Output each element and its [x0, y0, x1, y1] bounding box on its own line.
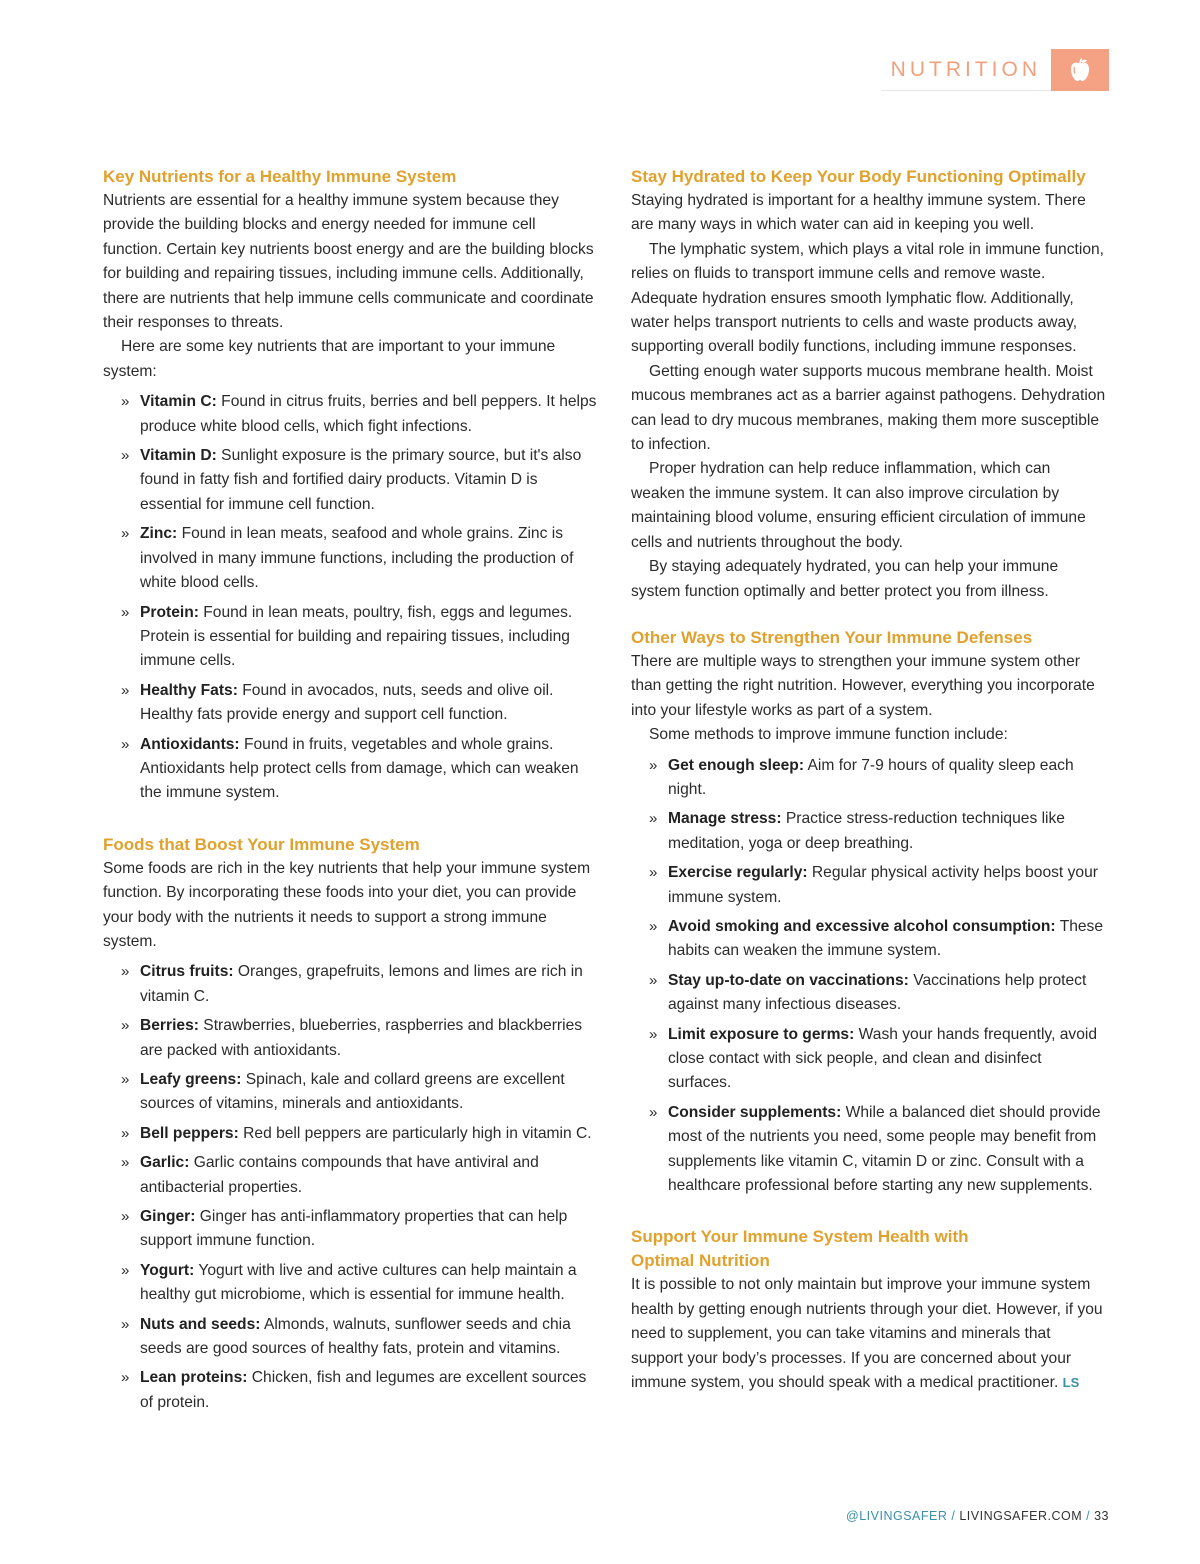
paragraph: There are multiple ways to strengthen your immune system other than getting the right nutrition. However, everything you incorporate into your lifestyle works as part of a system.: [631, 652, 1095, 719]
bullet-mark: »: [121, 393, 130, 411]
list-item: [631, 754, 1106, 803]
list-item-term: Bell peppers:: [140, 1124, 239, 1142]
list-item: [103, 1068, 598, 1117]
bullet-mark: »: [121, 681, 130, 699]
list-item: [103, 1259, 598, 1308]
list-item-term: Garlic:: [140, 1154, 190, 1172]
nutrients-list: [103, 390, 598, 806]
list-item-term: Healthy Fats:: [140, 681, 238, 699]
heading-hydration: Stay Hydrated to Keep Your Body Functioning Optimally: [631, 167, 1086, 186]
end-mark-logo: LS: [1062, 1375, 1080, 1391]
list-item-text: These habits can weaken the immune system.: [668, 917, 1104, 960]
list-item: [631, 915, 1106, 964]
bullet-mark: »: [121, 1369, 130, 1387]
list-item-text: Found in citrus fruits, berries and bell peppers. It helps produce white blood cells, which fight infections.: [140, 393, 597, 435]
list-item: [103, 522, 598, 595]
heading-key-nutrients: Key Nutrients for a Healthy Immune System: [103, 167, 457, 186]
footer-separator: /: [1086, 1509, 1091, 1523]
list-item: [103, 1366, 598, 1415]
list-item-text: Regular physical activity helps boost your immune system.: [668, 864, 1098, 906]
heading-foods: Foods that Boost Your Immune System: [103, 834, 420, 854]
list-item-text: Oranges, grapefruits, lemons and limes are rich in vitamin C.: [140, 963, 583, 1005]
list-item-term: Yogurt:: [140, 1261, 195, 1279]
paragraph-text: It is possible to not only maintain but improve your immune system health by getting enough nutrients through your diet. However, if you need to supplement, you can take vitamins and minerals that support your body’s processes. If you are concerned about your immune system, you should speak with a medical practitioner.: [631, 1276, 1103, 1392]
footer-site: LIVINGSAFER.COM: [959, 1509, 1083, 1523]
footer-separator: /: [951, 1509, 956, 1523]
list-item-term: Zinc:: [140, 525, 178, 543]
list-item-term: Vitamin C:: [140, 393, 217, 411]
left-column: [103, 165, 598, 1420]
list-item-text: Found in lean meats, seafood and whole grains. Zinc is involved in many immune functions, including the production of white blood cells.: [140, 525, 574, 592]
list-item: [631, 861, 1106, 910]
paragraph: [631, 1273, 1106, 1395]
list-item-term: Vitamin D:: [140, 447, 217, 465]
bullet-mark: »: [649, 864, 658, 882]
list-item-text: Found in fruits, vegetables and whole grains. Antioxidants help protect cells from damage, which can weaken the immune system.: [140, 735, 579, 802]
list-item-text: Sunlight exposure is the primary source, but it's also found in fatty fish and fortified dairy products. Vitamin D is essential for immune cell function.: [140, 447, 582, 513]
paragraph: Some methods to improve immune function include:: [649, 726, 1008, 744]
list-item-text: Red bell peppers are particularly high in vitamin C.: [243, 1124, 592, 1142]
apple-icon: [1068, 57, 1092, 83]
bullet-mark: »: [649, 756, 658, 774]
bullet-mark: »: [121, 447, 130, 465]
right-column: [631, 165, 1106, 1395]
list-item-term: Stay up-to-date on vaccinations:: [668, 971, 909, 989]
list-item-term: Berries:: [140, 1017, 199, 1035]
paragraph: By staying adequately hydrated, you can help your immune system function optimally and better protect you from illness.: [631, 558, 1059, 600]
section-label: NUTRITION: [881, 49, 1051, 91]
list-item-text: Garlic contains compounds that have antiviral and antibacterial properties.: [140, 1154, 539, 1196]
list-item-term: Nuts and seeds:: [140, 1315, 261, 1333]
list-item-term: Ginger:: [140, 1208, 196, 1226]
list-item: [103, 679, 598, 728]
bullet-mark: »: [121, 1124, 130, 1142]
heading-line: Support Your Immune System Health with: [631, 1227, 969, 1247]
paragraph: Staying hydrated is important for a healthy immune system. There are many ways in which water can aid in keeping you well.: [631, 192, 1086, 234]
page-number: 33: [1094, 1509, 1109, 1523]
bullet-mark: »: [121, 1315, 130, 1333]
list-item-term: Protein:: [140, 603, 199, 621]
section-badge: [1051, 49, 1109, 91]
foods-list: [103, 960, 598, 1415]
paragraph: The lymphatic system, which plays a vital role in immune function, relies on fluids to transport immune cells and remove waste. Adequate hydration ensures smooth lymphatic flow. Additionally, water helps transport nutrients to cells and waste products away, supporting overall bodily functions, including immune responses.: [631, 240, 1104, 356]
list-item: [631, 969, 1106, 1018]
list-item-text: Found in avocados, nuts, seeds and olive oil. Healthy fats provide energy and support cell function.: [140, 681, 554, 724]
list-item: [103, 1014, 598, 1063]
heading-line: Optimal Nutrition: [631, 1251, 770, 1271]
bullet-mark: »: [121, 603, 130, 621]
list-item: [631, 1023, 1106, 1096]
bullet-mark: »: [121, 1154, 130, 1172]
paragraph: Here are some key nutrients that are important to your immune system:: [103, 338, 556, 380]
bullet-mark: »: [121, 735, 130, 753]
list-item: [103, 1122, 598, 1146]
list-item-term: Limit exposure to germs:: [668, 1025, 855, 1043]
paragraph: Nutrients are essential for a healthy immune system because they provide the building blocks and energy needed for immune cell function. Certain key nutrients boost energy and are the building blocks for building and repairing tissues, including immune cells. Additionally, there are nutrients that help immune cells communicate and coordinate their responses to threats.: [103, 192, 594, 332]
list-item: [103, 601, 598, 674]
list-item-term: Antioxidants:: [140, 735, 240, 753]
list-item-term: Citrus fruits:: [140, 963, 234, 981]
bullet-mark: »: [121, 525, 130, 543]
list-item-text: Aim for 7-9 hours of quality sleep each night.: [668, 756, 1074, 798]
list-item: [103, 1205, 598, 1254]
list-item: [103, 444, 598, 517]
methods-list: [631, 754, 1106, 1199]
list-item: [103, 1151, 598, 1200]
list-item-text: Spinach, kale and collard greens are excellent sources of vitamins, minerals and antioxidants.: [140, 1071, 565, 1113]
bullet-mark: »: [649, 1025, 658, 1043]
list-item-term: Get enough sleep:: [668, 756, 805, 774]
paragraph: Getting enough water supports mucous membrane health. Moist mucous membranes act as a barrier against pathogens. Dehydration can lead to dry mucous membranes, making them more susceptible to infection.: [631, 362, 1106, 454]
list-item-text: Found in lean meats, poultry, fish, eggs and legumes. Protein is essential for building and repairing tissues, including immune cells.: [140, 603, 573, 670]
list-item-term: Lean proteins:: [140, 1369, 248, 1387]
page-footer: [846, 1509, 1109, 1523]
list-item-term: Leafy greens:: [140, 1071, 242, 1088]
list-item: [103, 733, 598, 806]
list-item: [103, 390, 598, 439]
bullet-mark: »: [121, 963, 130, 981]
paragraph: Some foods are rich in the key nutrients that help your immune system function. By incorporating these foods into your diet, you can provide your body with the nutrients it needs to support a strong immune system.: [103, 859, 591, 950]
bullet-mark: »: [649, 810, 658, 828]
bullet-mark: »: [121, 1208, 130, 1226]
paragraph: Proper hydration can help reduce inflammation, which can weaken the immune system. It can also improve circulation by maintaining blood volume, ensuring efficient circulation of immune cells and nutrients throughout the body.: [631, 460, 1086, 551]
list-item-text: Practice stress-reduction techniques like meditation, yoga or deep breathing.: [668, 810, 1065, 852]
list-item-text: Chicken, fish and legumes are excellent sources of protein.: [140, 1369, 587, 1411]
bullet-mark: »: [649, 917, 658, 935]
bullet-mark: »: [121, 1017, 130, 1035]
heading-other-ways: Other Ways to Strengthen Your Immune Defenses: [631, 627, 1033, 647]
list-item: [103, 1313, 598, 1362]
bullet-mark: »: [649, 1103, 658, 1121]
heading-support: [631, 1225, 1106, 1273]
bullet-mark: »: [649, 971, 658, 989]
list-item-text: Vaccinations help protect against many infectious diseases.: [668, 971, 1087, 1014]
list-item-term: Exercise regularly:: [668, 864, 808, 882]
bullet-mark: »: [121, 1071, 130, 1088]
list-item: [103, 960, 598, 1009]
section-header: [881, 49, 1109, 91]
list-item-term: Avoid smoking and excessive alcohol consumption:: [668, 917, 1056, 935]
list-item-text: Wash your hands frequently, avoid close contact with sick people, and clean and disinfect surfaces.: [668, 1025, 1098, 1092]
list-item-text: Yogurt with live and active cultures can help maintain a healthy gut microbiome, which is essential for immune health.: [140, 1261, 577, 1304]
list-item-text: Almonds, walnuts, sunflower seeds and chia seeds are good sources of healthy fats, protein and vitamins.: [140, 1315, 571, 1358]
bullet-mark: »: [121, 1261, 130, 1279]
list-item: [631, 807, 1106, 856]
list-item-text: Ginger has anti-inflammatory properties that can help support immune function.: [140, 1208, 568, 1250]
list-item-term: Manage stress:: [668, 810, 782, 828]
list-item: [631, 1101, 1106, 1199]
list-item-text: While a balanced diet should provide most of the nutrients you need, some people may benefit from supplements like vitamin C, vitamin D or zinc. Consult with a healthcare professional before starting any new supplements.: [668, 1103, 1101, 1195]
footer-handle: @LIVINGSAFER: [846, 1509, 948, 1523]
list-item-term: Consider supplements:: [668, 1103, 842, 1121]
list-item-text: Strawberries, blueberries, raspberries and blackberries are packed with antioxidants.: [140, 1017, 583, 1059]
